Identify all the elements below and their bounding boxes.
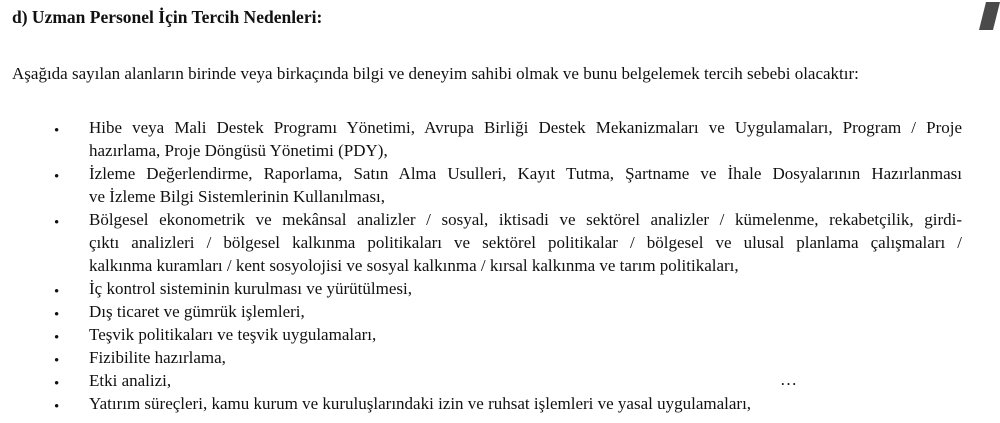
list-item-line: İç kontrol sisteminin kurulması ve yürütülmesi, bbox=[89, 279, 412, 298]
bullet-icon: • bbox=[54, 376, 60, 392]
list-item-line: Fizibilite hazırlama, bbox=[89, 348, 226, 367]
list-item-line: Dış ticaret ve gümrük işlemleri, bbox=[89, 302, 305, 321]
bullet-icon: • bbox=[54, 330, 60, 346]
list-item-line: Hibe veya Mali Destek Programı Yönetimi, Avrupa Birliği Destek Mekanizmaları ve Uygulamaları, Program / Proje bbox=[89, 118, 962, 137]
list-item-line: Teşvik politikaları ve teşvik uygulamaları, bbox=[89, 325, 377, 344]
list-item-line: çıktı analizleri / bölgesel kalkınma politikaları ve sektörel politikalar / bölgesel ve ulusal planlama çalışmaları / bbox=[89, 233, 962, 252]
bullet-icon: • bbox=[54, 215, 60, 231]
list-item-line: Yatırım süreçleri, kamu kurum ve kuruluşlarındaki izin ve ruhsat işlemleri ve yasal uygulamaları, bbox=[89, 394, 752, 413]
bullet-icon: • bbox=[54, 353, 60, 369]
list-item-line: İzleme Değerlendirme, Raporlama, Satın Alma Usulleri, Kayıt Tutma, Şartname ve İhale Dosyalarının Hazırlanması bbox=[89, 164, 962, 183]
list-item-line: hazırlama, Proje Döngüsü Yönetimi (PDY), bbox=[89, 141, 388, 160]
bullet-icon: • bbox=[54, 307, 60, 323]
list-item-line: Etki analizi, bbox=[89, 371, 172, 390]
bullet-icon: • bbox=[54, 169, 60, 185]
bullet-icon: • bbox=[54, 123, 60, 139]
intro-paragraph: Aşağıda sayılan alanların birinde veya birkaçında bilgi ve deneyim sahibi olmak ve bunu belgelemek tercih sebebi olacaktır: bbox=[12, 64, 859, 83]
continuation-ellipsis: … bbox=[780, 370, 797, 389]
bullet-icon: • bbox=[54, 284, 60, 300]
page-edge-marker bbox=[979, 2, 1000, 30]
list-item-line: Bölgesel ekonometrik ve mekânsal analizler / sosyal, iktisadi ve sektörel analizler / kümelenme, rekabetçilik, girdi- bbox=[89, 210, 962, 229]
section-heading: d) Uzman Personel İçin Tercih Nedenleri: bbox=[12, 7, 323, 27]
list-item-line: kalkınma kuramları / kent sosyolojisi ve sosyal kalkınma / kırsal kalkınma ve tarım politikaları, bbox=[89, 256, 739, 275]
list-item-line: ve İzleme Bilgi Sistemlerinin Kullanılması, bbox=[89, 187, 386, 206]
bullet-icon: • bbox=[54, 399, 60, 415]
